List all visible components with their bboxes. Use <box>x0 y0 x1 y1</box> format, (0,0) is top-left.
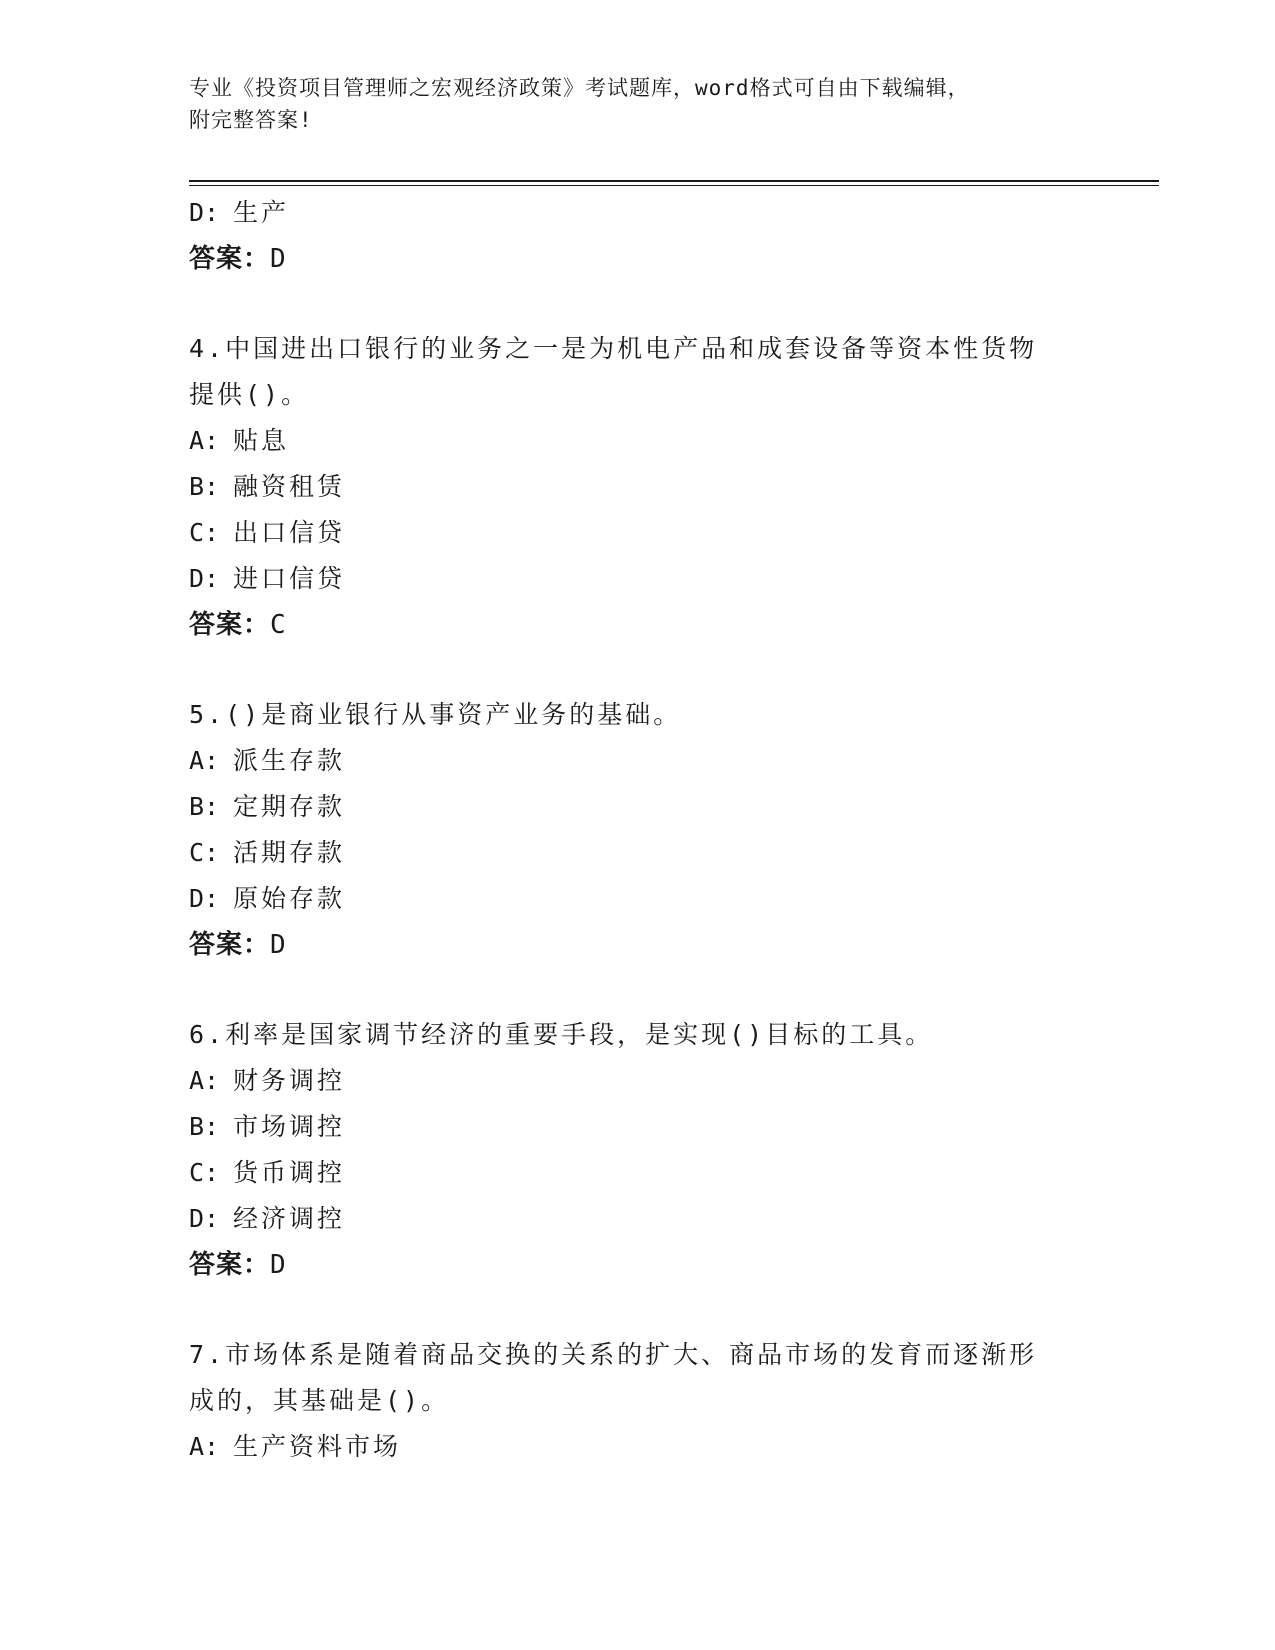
q6-option-a: A: 财务调控 <box>189 1066 346 1095</box>
q5-stem-line-1: 5.()是商业银行从事资产业务的基础。 <box>189 700 682 729</box>
q7-stem-line-2: 成的，其基础是()。 <box>189 1386 450 1415</box>
q7-option-a: A: 生产资料市场 <box>189 1432 402 1461</box>
q3-answer: 答案：D <box>189 244 287 274</box>
question-list <box>189 190 1069 1470</box>
header-divider-thick <box>189 180 1159 182</box>
q6-stem-line-1: 6.利率是国家调节经济的重要手段，是实现()目标的工具。 <box>189 1020 934 1049</box>
q4-option-b: B: 融资租赁 <box>189 472 346 501</box>
q3-option-d: D: 生产 <box>189 198 290 227</box>
document-header <box>189 72 1069 136</box>
q6-option-c: C: 货币调控 <box>189 1158 346 1187</box>
q4-stem-line-1: 4.中国进出口银行的业务之一是为机电产品和成套设备等资本性货物 <box>189 334 1038 363</box>
q5-option-a: A: 派生存款 <box>189 746 346 775</box>
header-line-2: 附完整答案! <box>189 108 313 132</box>
question-4 <box>189 326 1069 648</box>
question-7 <box>189 1332 1069 1470</box>
q5-option-c: C: 活期存款 <box>189 838 346 867</box>
header-divider-thin <box>189 185 1159 186</box>
q5-option-d: D: 原始存款 <box>189 884 346 913</box>
q6-answer: 答案：D <box>189 1250 287 1280</box>
q7-stem-line-1: 7.市场体系是随着商品交换的关系的扩大、商品市场的发育而逐渐形 <box>189 1340 1038 1369</box>
q6-option-b: B: 市场调控 <box>189 1112 346 1141</box>
q4-stem-line-2: 提供()。 <box>189 380 310 409</box>
q5-option-b: B: 定期存款 <box>189 792 346 821</box>
q5-answer: 答案：D <box>189 930 287 960</box>
question-6 <box>189 1012 1069 1288</box>
q4-option-d: D: 进口信贷 <box>189 564 346 593</box>
question-5 <box>189 692 1069 968</box>
q6-option-d: D: 经济调控 <box>189 1204 346 1233</box>
q4-option-a: A: 贴息 <box>189 426 290 455</box>
q4-option-c: C: 出口信贷 <box>189 518 346 547</box>
q4-answer: 答案：C <box>189 610 287 640</box>
header-line-1: 专业《投资项目管理师之宏观经济政策》考试题库，word格式可自由下载编辑， <box>189 76 970 100</box>
